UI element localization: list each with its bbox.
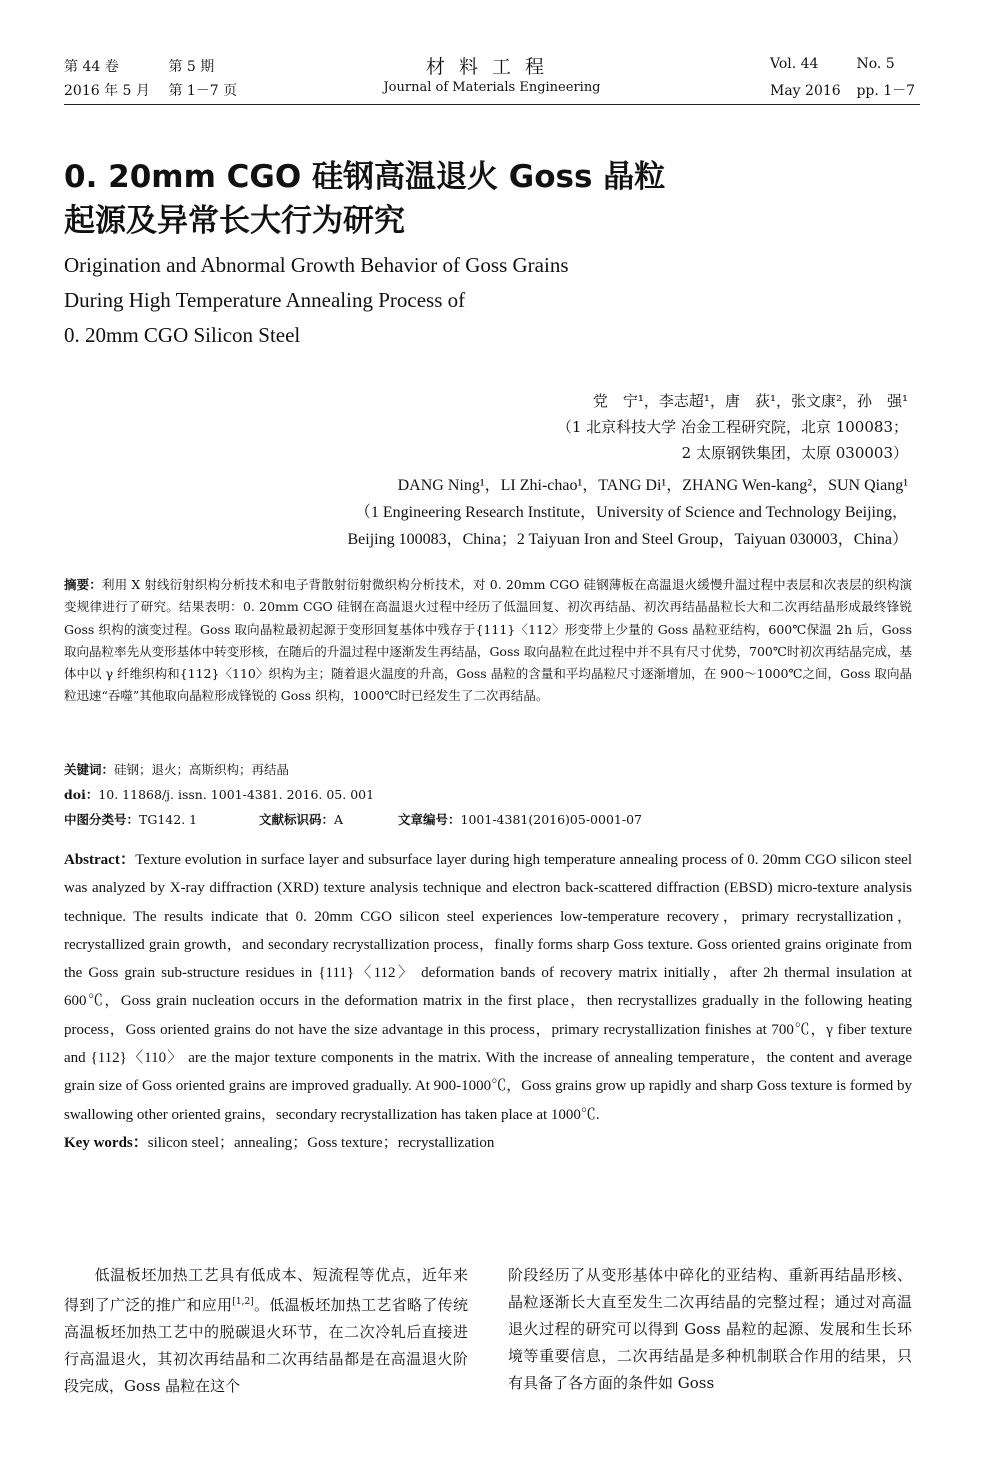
- title-en-line3: 0. 20mm CGO Silicon Steel: [64, 323, 301, 347]
- doi-line: [64, 785, 374, 803]
- affiliation-en-2: Beijing 100083，China；2 Taiyuan Iron and Steel Group，Taiyuan 030003，China）: [347, 531, 908, 548]
- date-cn: 2016 年 5 月: [64, 83, 150, 99]
- issue-en: No. 5: [856, 56, 895, 72]
- classification-line: [64, 810, 642, 828]
- paper-title-cn: [64, 155, 665, 243]
- journal-title-cn: 材料工程: [425, 56, 558, 78]
- keywords-en-text: silicon steel；annealing；Goss texture；recrystallization: [147, 1134, 495, 1151]
- volume-cn: 第 44 卷: [64, 59, 119, 75]
- abstract-cn-text: 利用 X 射线衍射织构分析技术和电子背散射衍射微织构分析技术，对 0. 20mm CGO 硅钢薄板在高温退火缓慢升温过程中表层和次表层的织构演变规律进行了研究。结果表明：0. 20mm CGO 硅钢在高温退火过程中经历了低温回复、初次再结晶、初次再结晶晶粒长大和二次再结晶形成最终锋锐 Goss 织构的演变过程。Goss 取向晶粒最初起源于变形回复基体中残存于{111}〈112〉形变带上少量的 Goss 晶粒亚结构，600℃保温 2h 后，Goss 取向晶粒率先从变形基体中转变形核，在随后的升温过程中逐渐发生再结晶，Goss 取向晶粒在此过程中并不具有尺寸优势，700℃时初次再结晶完成，基体中以 γ 纤维织构和{112}〈110〉织构为主；随着退火温度的升高，Goss 晶粒的含量和平均晶粒尺寸逐渐增加，在 900～1000℃之间，Goss 取向晶粒迅速“吞噬”其他取向晶粒形成锋锐的 Goss 织构，1000℃时已经发生了二次再结晶。: [64, 577, 912, 704]
- abstract-en: [64, 846, 912, 1157]
- keywords-cn-text: 硅钢；退火；高斯织构；再结晶: [114, 762, 290, 777]
- authors-cn-block: [557, 388, 908, 466]
- header-divider: [64, 104, 920, 105]
- paper-title-en: [64, 248, 569, 353]
- running-header: [64, 56, 920, 104]
- keywords-cn-label: 关键词：: [64, 762, 115, 777]
- clc-value: TG142. 1: [139, 812, 198, 827]
- pages-cn: 第 1－7 页: [168, 83, 238, 99]
- clc-label: 中图分类号：: [64, 812, 140, 827]
- doc-code-value: A: [334, 812, 344, 827]
- affiliation-cn-2: 2 太原钢铁集团，太原 030003）: [681, 444, 908, 462]
- authors-en-block: [347, 472, 908, 553]
- body-column-right: [508, 1262, 912, 1397]
- keywords-en: [64, 1129, 912, 1157]
- body-column-left: [64, 1262, 468, 1400]
- citation-ref: [1,2]: [232, 1297, 254, 1307]
- title-cn-line2: 起源及异常长大行为研究: [64, 203, 405, 239]
- article-no-value: 1001-4381(2016)05-0001-07: [460, 812, 642, 827]
- abstract-cn-label: 摘要：: [64, 577, 102, 592]
- abstract-en-text: Texture evolution in surface layer and subsurface layer during high temperature annealing process of 0. 20mm CGO silicon steel was analyzed by X-ray diffraction (XRD) texture analysis technique and electron back-scattered diffraction (EBSD) micro-texture analysis technique. The results indicate that 0. 20mm CGO silicon steel experiences low-temperature recovery，primary recrystallization，recrystallized grain growth，and secondary recrystallization process，finally forms sharp Goss texture. Goss oriented grains originate from the Goss grain sub-structure residues in {111}〈112〉 deformation bands of recovery matrix initially，after 2h thermal insulation at 600℃，Goss grain nucleation occurs in the deformation matrix in the first place，then recrystallizes gradually in the following heating process，Goss oriented grains do not have the size advantage in this process，primary recrystallization finishes at 700℃，γ fiber texture and {112}〈110〉 are the major texture components in the matrix. With the increase of annealing temperature，the content and average grain size of Goss oriented grains are improved gradually. At 900-1000℃，Goss grains grow up rapidly and sharp Goss texture is formed by swallowing other oriented grains，secondary recrystallization has taken place at 1000℃.: [64, 852, 912, 1123]
- affiliation-en-1: （1 Engineering Research Institute，University of Science and Technology Beijing，: [354, 504, 908, 521]
- title-en-line1: Origination and Abnormal Growth Behavior of Goss Grains: [64, 253, 569, 277]
- pages-en: pp. 1－7: [856, 83, 916, 99]
- article-no-label: 文章编号：: [398, 812, 461, 827]
- volume-en: Vol. 44: [770, 56, 819, 72]
- body-right-text: 阶段经历了从变形基体中碎化的亚结构、重新再结晶形核、晶粒逐渐长大直至发生二次再结晶的完整过程；通过对高温退火过程的研究可以得到 Goss 晶粒的起源、发展和生长环境等重要信息，二次再结晶是多种机制联合作用的结果，只有具备了各方面的条件如 Goss: [508, 1266, 912, 1392]
- body-left-text-b: 。低温板坯加热工艺省略了传统高温板坯加热工艺中的脱碳退火环节，在二次冷轧后直接进行高温退火，其初次再结晶和二次再结晶都是在高温退火阶段完成，Goss 晶粒在这个: [64, 1296, 468, 1395]
- title-en-line2: During High Temperature Annealing Process of: [64, 288, 466, 312]
- date-en: May 2016: [770, 83, 841, 99]
- author-names-cn: 党 宁¹，李志超¹，唐 荻¹，张文康²，孙 强¹: [592, 392, 908, 410]
- affiliation-cn-1: （1 北京科技大学 冶金工程研究院，北京 100083；: [556, 418, 908, 436]
- abstract-en-label: Abstract：: [64, 852, 136, 868]
- doi-text: 10. 11868/j. issn. 1001-4381. 2016. 05. 001: [98, 787, 375, 802]
- body-left-text-a: 低温板坯加热工艺具有低成本、短流程等优点，近年来得到了广泛的推广和应用: [64, 1266, 468, 1314]
- doi-label: doi：: [64, 787, 99, 802]
- doc-code-label: 文献标识码：: [259, 812, 335, 827]
- keywords-en-label: Key words：: [64, 1134, 148, 1151]
- keywords-cn: [64, 760, 289, 778]
- journal-title-en: Journal of Materials Engineering: [383, 80, 601, 95]
- abstract-cn: [64, 574, 912, 708]
- author-names-en: DANG Ning¹，LI Zhi-chao¹，TANG Di¹，ZHANG Wen-kang²，SUN Qiang¹: [397, 477, 908, 494]
- issue-cn: 第 5 期: [168, 59, 215, 75]
- title-cn-line1: 0. 20mm CGO 硅钢高温退火 Goss 晶粒: [64, 159, 666, 195]
